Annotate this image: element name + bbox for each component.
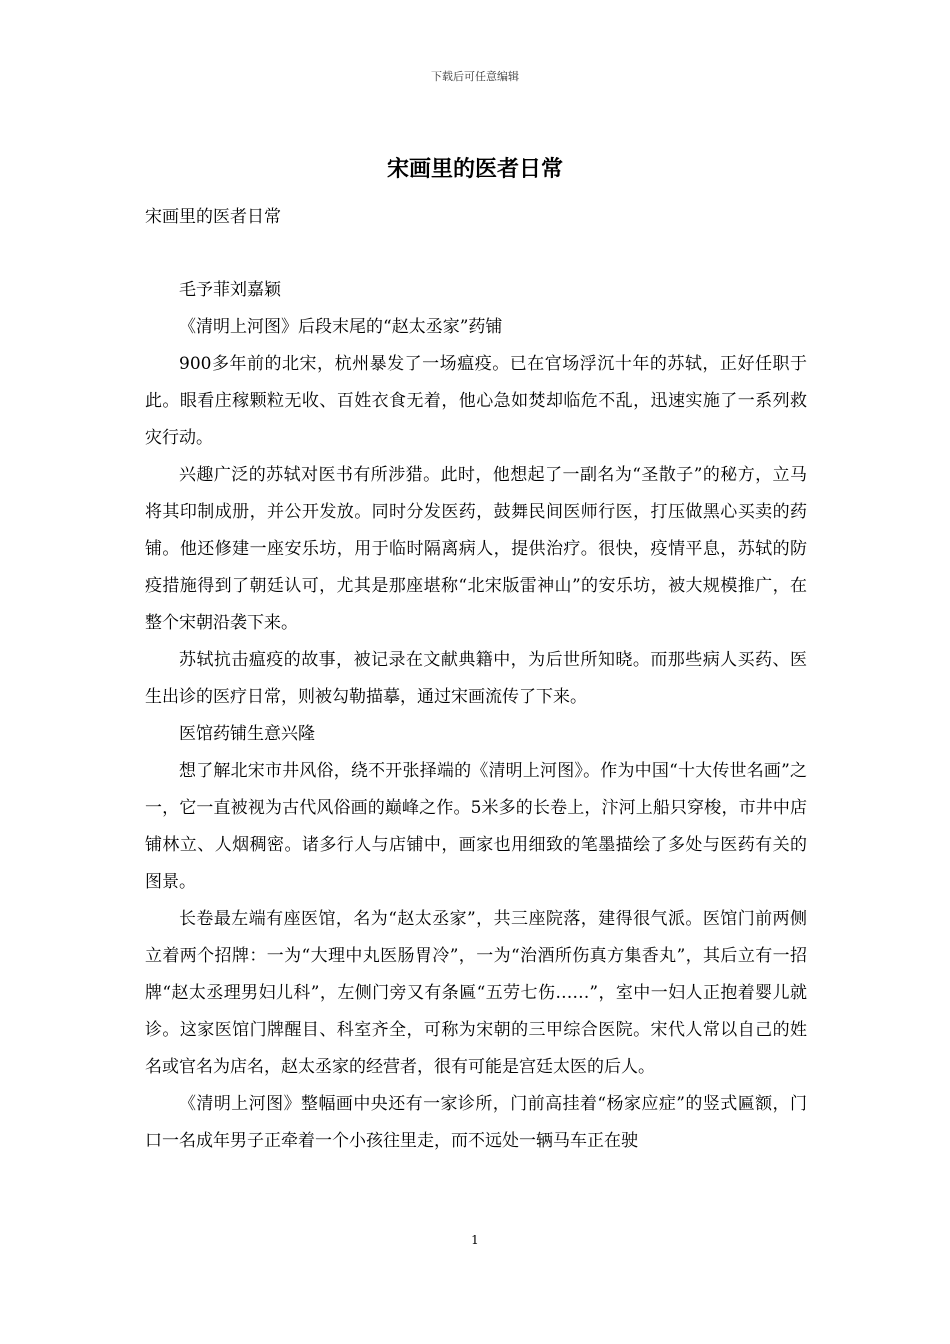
section-heading: 医馆药铺生意兴隆 [179,724,315,744]
paragraph: 900多年前的北宋，杭州暴发了一场瘟疫。已在官场浮沉十年的苏轼，正好任职于此。眼看庄稼颗粒无收、百姓衣食无着，他心急如焚却临危不乱，迅速实施了一系列救灾行动。 [145,354,807,448]
paragraph: 《清明上河图》整幅画中央还有一家诊所，门前高挂着“杨家应症”的竖式匾额，门口一名成年男子正牵着一个小孩往里走，而不远处一辆马车正在驶 [145,1094,807,1151]
paragraph: 长卷最左端有座医馆，名为“赵太丞家”，共三座院落，建得很气派。医馆门前两侧立着两个招牌：一为“大理中丸医肠胃冷”，一为“治酒所伤真方集香丸”，其后立有一招牌“赵太丞理男妇儿科”，左侧门旁又有条匾“五劳七伤……”，室中一妇人正抱着婴儿就诊。这家医馆门牌醒目、科室齐全，可称为宋朝的三甲综合医院。宋代人常以自己的姓名或官名为店名，赵太丞家的经营者，很有可能是宫廷太医的后人。 [145,909,807,1077]
paragraph: 兴趣广泛的苏轼对医书有所涉猎。此时，他想起了一副名为“圣散子”的秘方，立马将其印制成册，并公开发放。同时分发医药，鼓舞民间医师行医，打压做黑心买卖的药铺。他还修建一座安乐坊，用于临时隔离病人，提供治疗。很快，疫情平息，苏轼的防疫措施得到了朝廷认可，尤其是那座堪称“北宋版雷神山”的安乐坊，被大规模推广，在整个宋朝沿袭下来。 [145,465,807,633]
image-caption: 《清明上河图》后段末尾的“赵太丞家”药铺 [179,317,503,337]
paragraph: 苏轼抗击瘟疫的故事，被记录在文献典籍中，为后世所知晓。而那些病人买药、医生出诊的医疗日常，则被勾勒描摹，通过宋画流传了下来。 [145,650,807,707]
article-body [145,272,807,1160]
document-title: 宋画里的医者日常 [386,157,563,182]
paragraph: 想了解北宋市井风俗，绕不开张择端的《清明上河图》。作为中国“十大传世名画”之一，它一直被视为古代风俗画的巅峰之作。5米多的长卷上，汴河上船只穿梭，市井中店铺林立、人烟稠密。诸多行人与店铺中，画家也用细致的笔墨描绘了多处与医药有关的图景。 [145,761,807,892]
page-number: 1 [471,1233,479,1247]
header-note: 下载后可任意编辑 [431,70,519,83]
document-subtitle: 宋画里的医者日常 [145,207,281,227]
author-line: 毛予菲刘嘉颖 [179,280,281,300]
